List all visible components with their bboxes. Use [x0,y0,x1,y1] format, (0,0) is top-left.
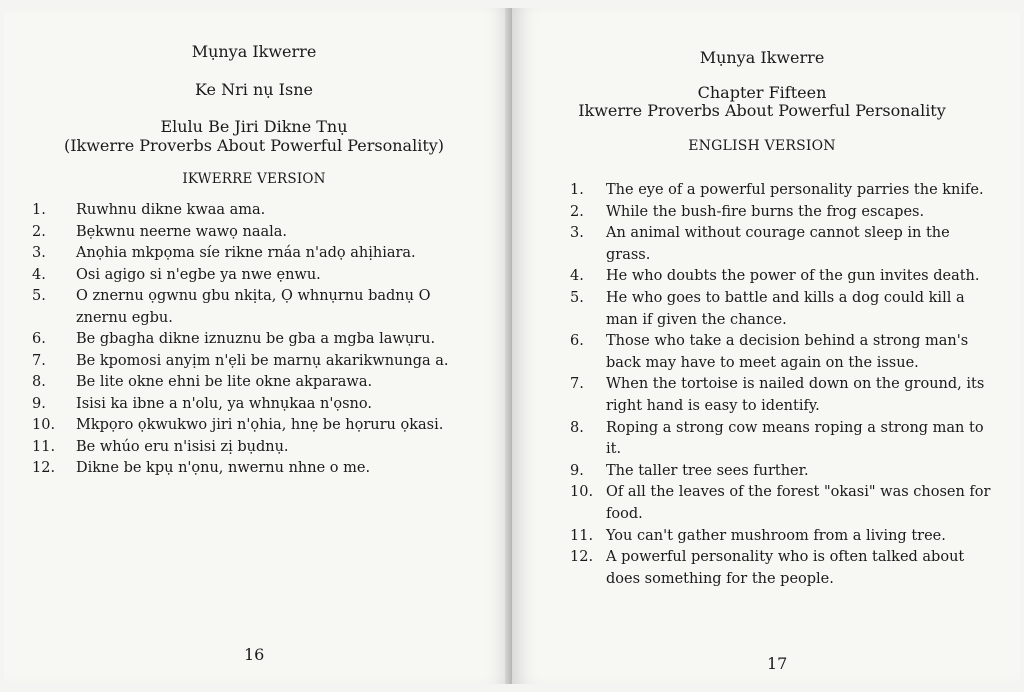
list-item [570,180,996,202]
list-item [570,266,996,288]
list-item [570,482,996,525]
item-text: Those who take a decision behind a strong man's back may have to meet again on the issue. [606,333,969,371]
list-item [32,437,472,459]
item-number: 2. [570,203,584,220]
proverb-list [570,180,996,590]
item-number: 7. [570,376,584,393]
list-item [32,200,472,222]
item-text: He who goes to battle and kills a dog could kill a man if given the chance. [606,289,965,328]
list-item [570,202,996,224]
item-text: He who doubts the power of the gun invites death. [606,268,980,285]
list-item [570,374,996,417]
section-subheading: (Ikwerre Proverbs About Powerful Personality) [63,136,445,155]
right-page [512,8,1020,684]
item-text: When the tortoise is nailed down on the ground, its right hand is easy to identify. [606,376,985,414]
item-number: 8. [32,374,46,390]
item-text: A powerful personality who is often talked about does something for the people. [606,549,965,587]
item-text: Be whúo eru n'isisi zị bụdnụ. [76,438,289,455]
item-text: Bẹkwnu neerne wawọ naala. [76,223,288,240]
book-title: Mụnya Ikwerre [699,48,825,67]
item-number: 9. [32,395,46,412]
item-number: 2. [32,223,46,240]
item-text: Of all the leaves of the forest "okasi" was chosen for food. [606,484,991,522]
book-title: Mụnya Ikwerre [191,42,317,61]
item-number: 12. [570,549,594,566]
version-label: IKWERRE VERSION [182,171,326,187]
item-text: Be gbagha dikne iznuznu be gba a mgba lawụru. [76,331,436,347]
item-number: 10. [570,484,594,501]
chapter-title: Chapter Fifteen [697,83,827,102]
item-number: 6. [570,333,584,350]
list-item [32,222,472,244]
list-item [32,415,472,437]
item-number: 3. [570,225,584,242]
item-number: 6. [32,331,46,347]
item-number: 10. [32,417,56,433]
page-number: 17 [767,654,788,673]
chapter-title: Ke Nri nụ Isne [195,80,313,99]
item-number: 5. [32,288,46,304]
list-item [32,329,472,351]
list-item [32,372,472,394]
list-item [32,286,472,329]
list-item [32,394,472,416]
item-text: Anọhia mkpọma síe rikne rnáa n'adọ ahịhiara. [76,245,416,261]
item-number: 5. [570,289,584,306]
item-number: 1. [570,182,584,198]
item-text: Be lite okne ehni be lite okne akparawa. [76,374,373,390]
list-item [32,243,472,265]
list-item [32,265,472,287]
list-item [570,547,996,590]
list-item [32,458,472,480]
item-number: 12. [32,460,56,476]
item-text: Dikne be kpụ n'ọnu, nwernu nhne o me. [76,460,371,476]
item-number: 4. [32,266,46,283]
list-item [570,331,996,374]
item-text: Isisi ka ibne a n'olu, ya whnụkaa n'ọsno. [76,395,372,412]
item-number: 7. [32,352,46,369]
item-number: 11. [32,438,56,455]
page-number: 16 [244,645,265,664]
item-number: 3. [32,245,46,261]
left-page [4,8,512,684]
item-text: Roping a strong cow means roping a strong man to it. [606,419,984,458]
item-number: 1. [32,202,46,218]
item-text: O znernu ọgwnu gbu nkịta, Ọ whnụrnu badnụ O znernu egbu. [76,288,431,326]
item-number: 4. [570,268,584,285]
item-text: The taller tree sees further. [606,462,809,479]
item-text: You can't gather mushroom from a living tree. [606,527,946,544]
item-text: The eye of a powerful personality parries the knife. [606,182,984,198]
item-text: Mkpọro ọkwukwo jiri n'ọhia, hnẹ be họruru ọkasi. [76,417,444,433]
item-text: Be kpomosi anyịm n'ẹli be marnụ akarikwnunga a. [76,352,449,369]
item-text: Osi agigo si n'egbe ya nwe ẹnwu. [76,266,321,283]
list-item [570,223,996,266]
item-number: 9. [570,462,584,479]
list-item [570,526,996,548]
list-item [570,288,996,331]
section-heading: Ikwerre Proverbs About Powerful Personality [578,101,946,120]
list-item [570,461,996,483]
proverb-list [32,200,472,480]
list-item [570,418,996,461]
item-text: Ruwhnu dikne kwaa ama. [76,202,266,218]
list-item [32,351,472,373]
version-label: ENGLISH VERSION [688,138,836,154]
section-heading: Elulu Be Jiri Dikne Tnụ [160,117,348,136]
item-number: 11. [570,527,594,544]
item-text: While the bush-fire burns the frog escapes. [606,203,925,220]
item-text: An animal without courage cannot sleep in the grass. [606,225,950,263]
item-number: 8. [570,419,584,436]
